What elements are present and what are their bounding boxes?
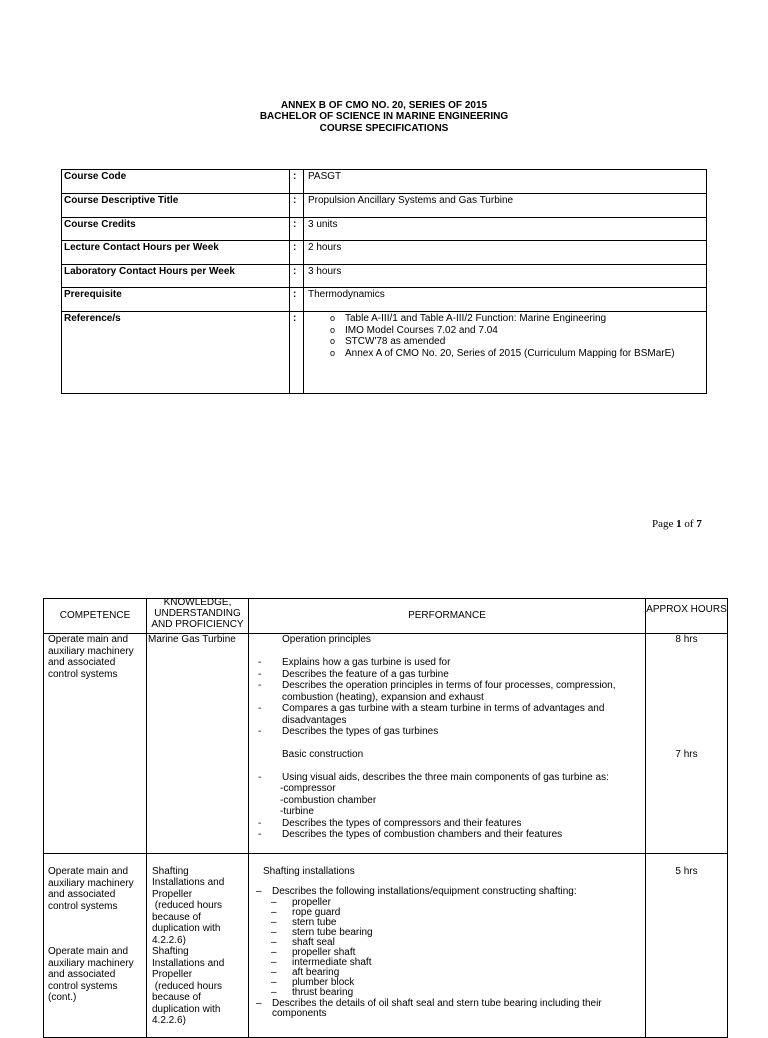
competence-cell: Operate main and auxiliary machinery and associated control systems [48,634,134,680]
spec-row-credits [62,218,706,241]
hours-cell: 7 hrs [675,749,698,760]
bullet-icon: o [330,347,336,358]
shafting-item: rope guard [292,907,341,918]
competence-cell: Operate main and auxiliary machinery and associated control systems [48,866,134,912]
performance-item: Using visual aids, describes the three main components of gas turbine as: [282,772,609,783]
section-heading: Shafting installations [263,866,355,877]
performance-item: Describes the following installations/equipment constructing shafting: [272,886,577,897]
header-performance: PERFORMANCE [408,610,486,621]
spec-row-lab-hours [62,265,706,288]
shafting-item: shaft seal [292,937,335,948]
shafting-item: plumber block [292,977,355,988]
performance-item: Explains how a gas turbine is used for [282,657,451,668]
component-item: -turbine [280,806,314,817]
competence-cell: Operate main and auxiliary machinery and associated control systems (cont.) [48,946,134,1003]
knowledge-line: Shafting [152,866,189,877]
knowledge-line: (reduced hours [152,981,223,992]
header-competence: COMPETENCE [59,610,131,621]
performance-item: Describes the types of compressors and their features [282,818,522,829]
knowledge-line: (reduced hours [152,900,223,911]
hours-cell: 5 hrs [675,866,698,877]
competence-table: COMPETENCE KNOWLEDGE, UNDERSTANDING AND PROFICIENCY PERFORMANCE APPROX HOURS Operate main and auxiliary machinery and associated control systems Marine Gas Turbine Operation principles 8 hrs - Explains how a gas turbine is used for - Describes the feature of a gas turbine - Describes the operation principles in terms of four processes, compression, combustion (heating), expansion and exhaust - Compares a gas turbine with a steam turbine in terms of advantages and disadvantages - Describes the types of gas turbines Basic construction 7 hrs - Using visual aids, describes the three main components of gas turbine as: -compressor -combustion chamber -turbine - Describes the types of compressors and their features - Describes the types of combustion chambers and their features Operate main and auxiliary machinery and associated control systems Operate main and auxiliary machinery and associated control systems (cont.) Shafting Installations and Propeller (reduced hours because of duplication with 4.2.2.6) Shafting Installations and Propeller (reduced hours because of duplication with 4.2.2.6) Shafting installations 5 hrs – Describes the following installations/equipment constructing shafting: – propeller – rope guard – stern tube – stern tube bearing – shaft seal – propeller shaft – intermediate shaft – aft bearing – plumber block – thrust bearing – Describes the details of oil shaft seal and stern tube bearing including their components [43,598,728,1038]
performance-item-cont: components [272,1008,327,1019]
performance-item: Describes the operation principles in terms of four processes, compression, [282,680,616,691]
spec-value: Thermodynamics [308,289,385,300]
spec-value: Propulsion Ancillary Systems and Gas Turbine [308,195,514,206]
knowledge-line: Shafting [152,946,189,957]
bullet-icon: o [330,324,336,335]
knowledge-cell: Marine Gas Turbine [148,634,236,645]
shafting-item: stern tube [292,917,337,928]
spec-colon: : [293,195,297,206]
performance-item-cont: combustion (heating), expansion and exhaust [282,692,484,703]
spec-value: PASGT [308,171,342,182]
component-item: -combustion chamber [280,795,377,806]
knowledge-line: Propeller [152,889,193,900]
course-spec-table [61,169,707,394]
shafting-item: intermediate shaft [292,957,372,968]
bullet-icon: o [330,313,336,323]
spec-colon: : [293,289,297,300]
knowledge-line: 4.2.2.6) [152,1015,186,1026]
spec-colon: : [293,171,297,182]
reference-list [308,313,675,359]
spec-colon: : [293,219,297,230]
spec-row-references [62,312,706,393]
spec-value: 3 hours [308,266,342,277]
annex-title: ANNEX B OF CMO NO. 20, SERIES OF 2015 [280,100,488,111]
reference-item: o Table A-III/1 and Table A-III/2 Function: Marine Engineering [330,313,607,324]
knowledge-line: duplication with [152,923,221,934]
shafting-item: thrust bearing [292,987,354,998]
spec-label: Course Code [64,171,127,182]
spec-label: Prerequisite [64,289,122,300]
spec-value: 2 hours [308,242,342,253]
spec-label: Laboratory Contact Hours per Week [64,266,235,277]
spec-value: 3 units [308,219,338,230]
component-item: -compressor [280,783,336,794]
hours-cell: 8 hrs [675,634,698,645]
spec-colon: : [293,266,297,277]
shafting-item: propeller [292,897,331,908]
knowledge-line: 4.2.2.6) [152,935,186,946]
header-knowledge: KNOWLEDGE, UNDERSTANDING AND PROFICIENCY [151,597,244,630]
page-number: Page 1 of 7 [652,518,702,530]
spec-row-course-code [62,170,706,194]
shafting-item: propeller shaft [292,947,356,958]
shafting-item: stern tube bearing [292,927,373,938]
spec-label: Course Descriptive Title [64,195,179,206]
spec-row-title [62,194,706,218]
spec-label: Reference/s [64,313,121,324]
knowledge-line: Propeller [152,969,193,980]
knowledge-line: Installations and [152,877,225,888]
bullet-icon: o [330,336,336,346]
performance-item: Describes the types of combustion chambers and their features [282,829,563,840]
shafting-item: aft bearing [292,967,340,978]
page-2 [0,588,768,1024]
spec-label: Lecture Contact Hours per Week [64,242,219,253]
program-title: BACHELOR OF SCIENCE IN MARINE ENGINEERING [259,111,509,122]
spec-colon: : [293,242,297,253]
knowledge-line: Installations and [152,958,225,969]
spec-colon: : [293,313,297,324]
performance-item: Compares a gas turbine with a steam turbine in terms of advantages and [282,703,605,714]
performance-item-cont: disadvantages [282,715,347,726]
knowledge-line: because of [152,912,201,923]
performance-item: Describes the types of gas turbines [282,726,439,737]
knowledge-line: duplication with [152,1004,221,1015]
document-title: COURSE SPECIFICATIONS [319,123,449,134]
spec-label: Course Credits [64,219,136,230]
performance-item: Describes the details of oil shaft seal and stern tube bearing including their [272,998,602,1009]
performance-item: Describes the feature of a gas turbine [282,669,449,680]
knowledge-line: because of [152,992,201,1003]
section-heading: Operation principles [282,634,371,645]
reference-item: o IMO Model Courses 7.02 and 7.04 [330,324,498,336]
reference-item: o STCW'78 as amended [330,336,446,347]
page-gap [0,560,768,588]
spec-row-prerequisite [62,288,706,312]
section-heading: Basic construction [282,749,364,760]
reference-item: o Annex A of CMO No. 20, Series of 2015 (Curriculum Mapping for BSMarE) [330,347,675,359]
header-hours: APPROX HOURS [646,604,727,615]
spec-row-lecture-hours [62,241,706,265]
